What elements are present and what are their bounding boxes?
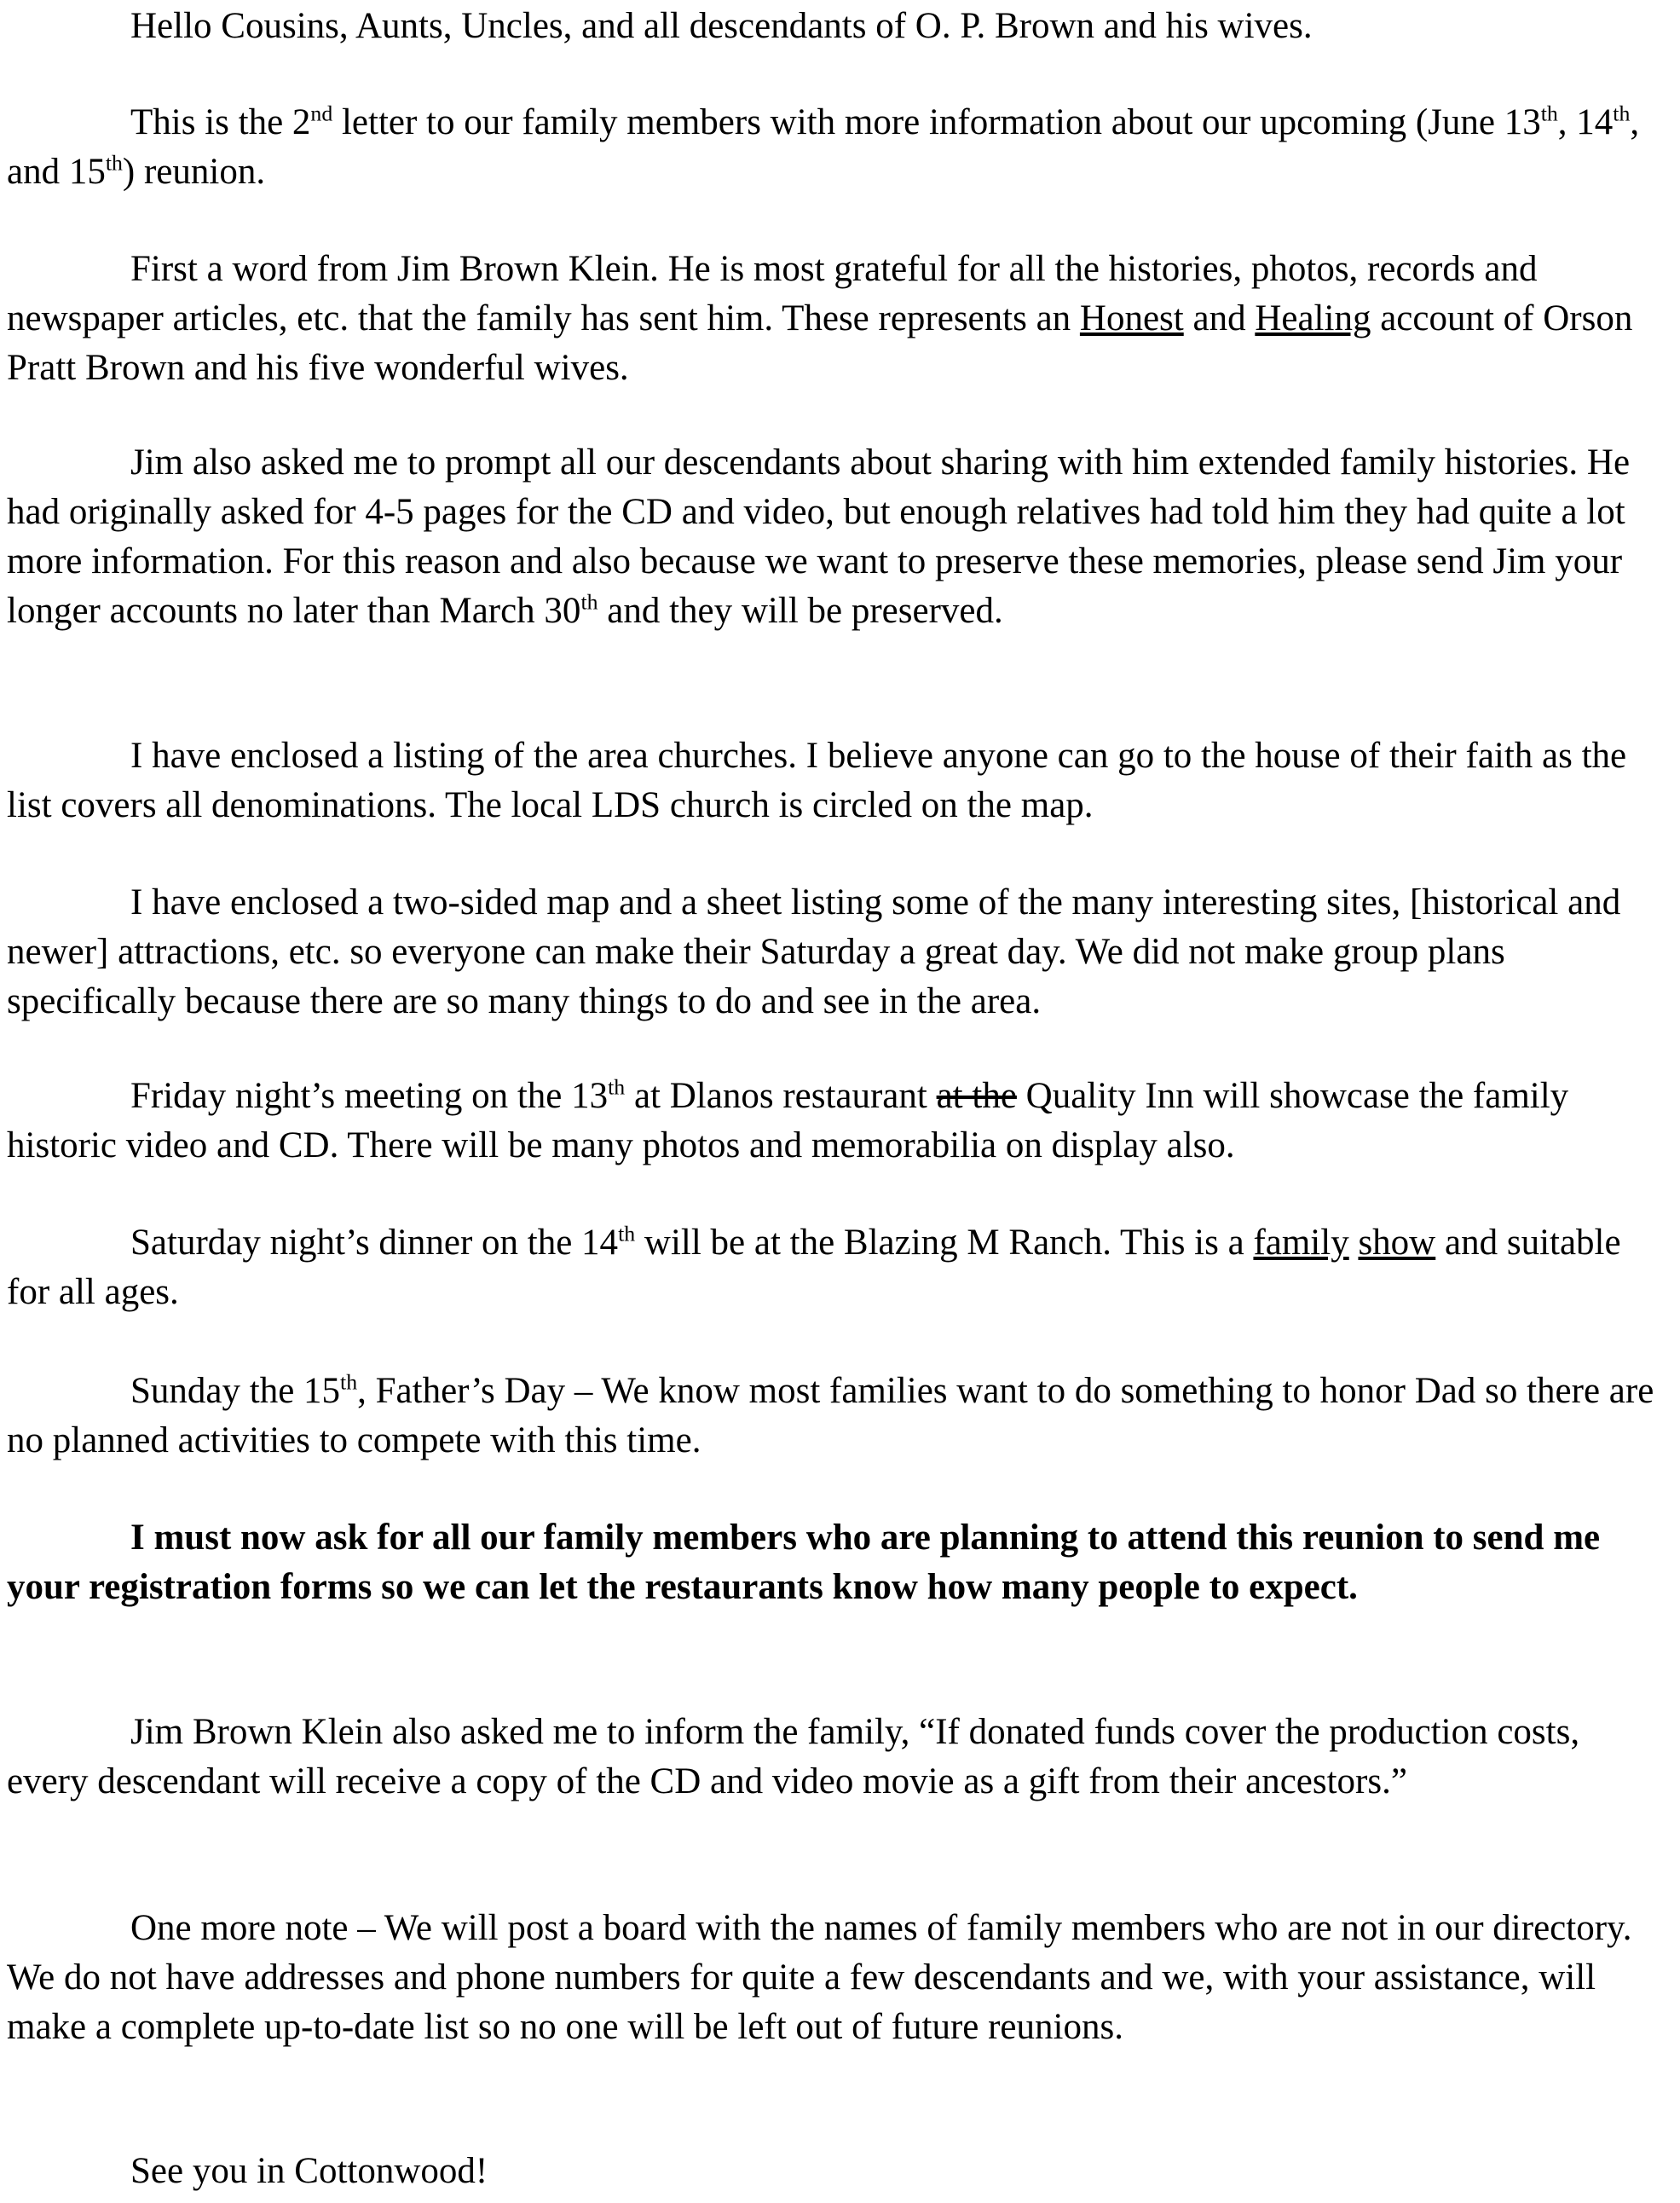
paragraph-area-churches: I have enclosed a listing of the area churches. I believe anyone can go to the house of their faith as the list covers all denominations. The local LDS church is circled on the map.: [7, 736, 1627, 825]
letter-greeting: Hello Cousins, Aunts, Uncles, and all descendants of O. P. Brown and his wives.: [130, 6, 1313, 46]
paragraph-family-histories: Jim also asked me to prompt all our descendants about sharing with him extended family histories. He had originally asked for 4-5 pages for the CD and video, but enough relatives had told him they had quite a lot more information. For this reason and also because we want to preserve these memories, please send Jim your longer accounts no later than March 30th and they will be preserved.: [7, 442, 1631, 631]
letter-page: [7, 0, 1669, 2203]
paragraph-jim-thanks: First a word from Jim Brown Klein. He is most grateful for all the histories, photos, records and newspaper articles, etc. that the family has sent him. These represents an Honest and Healing account of Orson Pratt Brown and his five wonderful wives.: [7, 249, 1633, 388]
paragraph-cd-gift: Jim Brown Klein also asked me to inform the family, “If donated funds cover the production costs, every descendant will receive a copy of the CD and video movie as a gift from their ancestors.”: [7, 1712, 1580, 1801]
paragraph-fathers-day: Sunday the 15th, Father’s Day – We know most families want to do something to honor Dad so there are no planned activities to compete with this time.: [7, 1369, 1654, 1460]
paragraph-registration-request: I must now ask for all our family members who are planning to attend this reunion to send me your registration forms so we can let the restaurants know how many people to expect.: [7, 1518, 1601, 1607]
paragraph-map-attractions: I have enclosed a two-sided map and a sheet listing some of the many interesting sites, [historical and newer] attractions, etc. so everyone can make their Saturday a great day. We did not make group plans specifically because there are so many things to do and see in the area.: [7, 882, 1621, 1021]
paragraph-reunion-intro: This is the 2nd letter to our family members with more information about our upcoming (June 13th, 14th, and 15th) reunion.: [7, 101, 1640, 192]
paragraph-saturday-dinner: Saturday night’s dinner on the 14th will be at the Blazing M Ranch. This is a family show and suitable for all ages.: [7, 1221, 1621, 1312]
paragraph-directory-note: One more note – We will post a board with the names of family members who are not in our directory. We do not have addresses and phone numbers for quite a few descendants and we, with your assistance, will make a complete up-to-date list so no one will be left out of future reunions.: [7, 1908, 1632, 2047]
letter-closing: See you in Cottonwood!: [130, 2151, 488, 2191]
paragraph-friday-meeting: Friday night’s meeting on the 13th at Dlanos restaurant at the Quality Inn will showcase the family historic video and CD. There will be many photos and memorabilia on display also.: [7, 1074, 1569, 1165]
